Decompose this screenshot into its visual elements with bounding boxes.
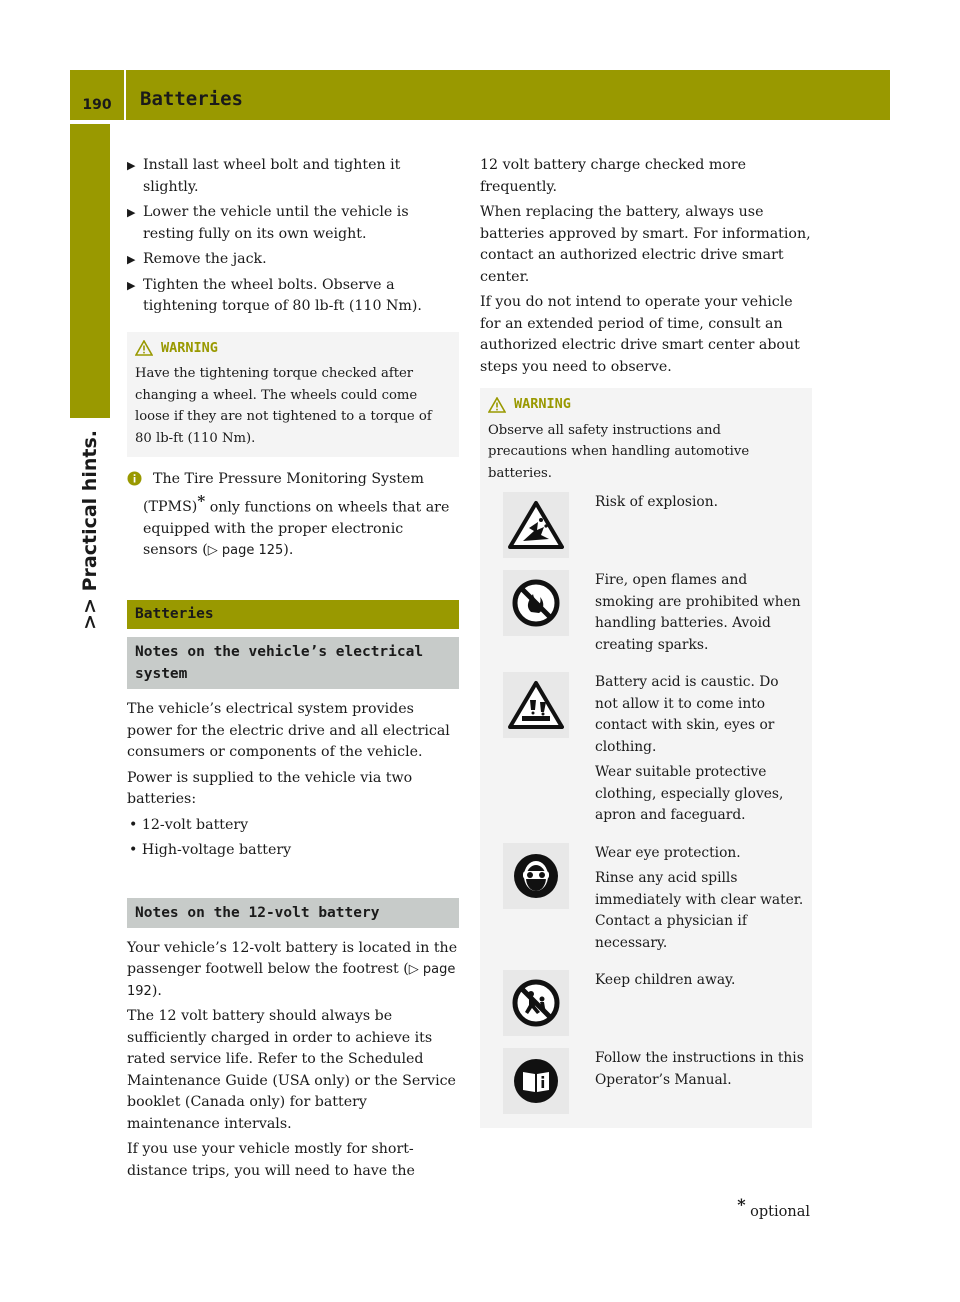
- safety-text: Follow the instructions in this Operator’s Manual.: [595, 1050, 804, 1088]
- paragraph: When replacing the battery, always use batteries approved by smart. For information, contact an authorized electric drive smart center.: [480, 204, 811, 285]
- warning-text: Observe all safety instructions and precautions when handling automotive batteries.: [488, 422, 750, 481]
- safety-text: Fire, open flames and smoking are prohibited when handling batteries. Avoid creating sparks.: [595, 572, 801, 653]
- warning-triangle-icon: [135, 340, 153, 356]
- warning-heading: WARNING: [488, 394, 804, 416]
- step-item: ▶ Lower the vehicle until the vehicle is resting fully on its own weight.: [127, 204, 409, 242]
- paragraph: If you do not intend to operate your vehicle for an extended period of time, consult an authorized electric drive smart center about steps you need to observe.: [480, 294, 800, 375]
- eye-protection-icon: [511, 851, 561, 901]
- safety-text: Rinse any acid spills immediately with clear water. Contact a physician if necessary.: [595, 870, 804, 951]
- explosion-warning-icon: [508, 500, 564, 550]
- footer-optional-note: * optional: [737, 1195, 810, 1220]
- side-tab-block: [70, 124, 110, 418]
- step-item: ▶ Tighten the wheel bolts. Observe a tightening torque of 80 lb-ft (110 Nm).: [127, 276, 422, 314]
- safety-text: Wear eye protection.: [595, 844, 741, 861]
- step-arrow-icon: ▶: [127, 278, 136, 292]
- warning-box-torque: [127, 332, 459, 458]
- subsection-heading-12v-battery: Notes on the 12-volt battery: [127, 898, 459, 928]
- safety-item: [503, 570, 804, 660]
- bullet-item: • High-voltage battery: [129, 842, 292, 859]
- paragraph: Power is supplied to the vehicle via two batteries:: [127, 769, 413, 808]
- optional-star: *: [737, 1195, 746, 1214]
- paragraph: The 12 volt battery should always be sufficiently charged in order to achieve its rated service life. Refer to the Scheduled Maintenance Guide (USA only) or the Service booklet (Canada only) for battery maintenance intervals.: [127, 1008, 456, 1132]
- safety-item: [503, 843, 804, 959]
- page-number: 190: [82, 97, 112, 113]
- keep-children-away-icon: [511, 978, 561, 1028]
- safety-text: Risk of explosion.: [595, 494, 718, 510]
- warning-heading: WARNING: [135, 338, 451, 360]
- read-manual-icon: [511, 1056, 561, 1106]
- step-item: ▶ Install last wheel bolt and tighten it slightly.: [127, 157, 401, 195]
- right-column: [480, 155, 812, 1128]
- safety-text: Battery acid is caustic. Do not allow it to come into contact with skin, eyes or clothing.: [595, 674, 779, 755]
- corrosive-warning-icon: [508, 680, 564, 730]
- info-note: The Tire Pressure Monitoring System (TPMS)* only functions on wheels that are equipped with the proper electronic sensors (▷ page 125).: [127, 469, 459, 562]
- step-arrow-icon: ▶: [127, 253, 136, 266]
- safety-symbol-list: [503, 492, 804, 1114]
- step-arrow-icon: ▶: [127, 206, 136, 219]
- subsection-heading-electrical-system: Notes on the vehicle’s electrical system: [127, 637, 459, 689]
- warning-text: Have the tightening torque checked after changing a wheel. The wheels could come loose if they are not tightened to a torque of 80 lb-ft (110 Nm).: [135, 366, 432, 446]
- safety-item: [503, 492, 804, 558]
- no-fire-icon: [511, 578, 561, 628]
- safety-item: [503, 672, 804, 831]
- safety-item: [503, 1048, 804, 1114]
- info-icon: [127, 471, 142, 486]
- safety-item: [503, 970, 804, 1036]
- paragraph: 12 volt battery charge checked more frequently.: [480, 157, 747, 195]
- paragraph: The vehicle’s electrical system provides power for the electric drive and all electrical consumers or components of the vehicle.: [127, 701, 450, 761]
- warning-triangle-icon: [488, 397, 506, 413]
- optional-star: *: [197, 491, 206, 510]
- side-chapter-label: >> Practical hints.: [79, 430, 101, 630]
- page-title: Batteries: [140, 88, 243, 110]
- section-heading-batteries: Batteries: [127, 600, 459, 630]
- paragraph: If you use your vehicle mostly for short-distance trips, you will need to have the: [127, 1141, 415, 1179]
- bullet-item: • 12-volt battery: [129, 816, 249, 833]
- paragraph: Your vehicle’s 12-volt battery is located in the passenger footwell below the footrest (▷ page 192).: [127, 939, 458, 999]
- step-item: ▶ Remove the jack.: [127, 249, 459, 271]
- safety-text: Keep children away.: [595, 972, 736, 988]
- page-reference[interactable]: ▷ page 125: [207, 543, 284, 559]
- safety-text: Wear suitable protective clothing, especially gloves, apron and faceguard.: [595, 764, 784, 823]
- step-arrow-icon: ▶: [127, 159, 136, 172]
- page-reference[interactable]: ▷ page 192: [127, 962, 456, 999]
- left-column: [127, 155, 459, 1186]
- warning-box-batteries: [480, 388, 812, 1128]
